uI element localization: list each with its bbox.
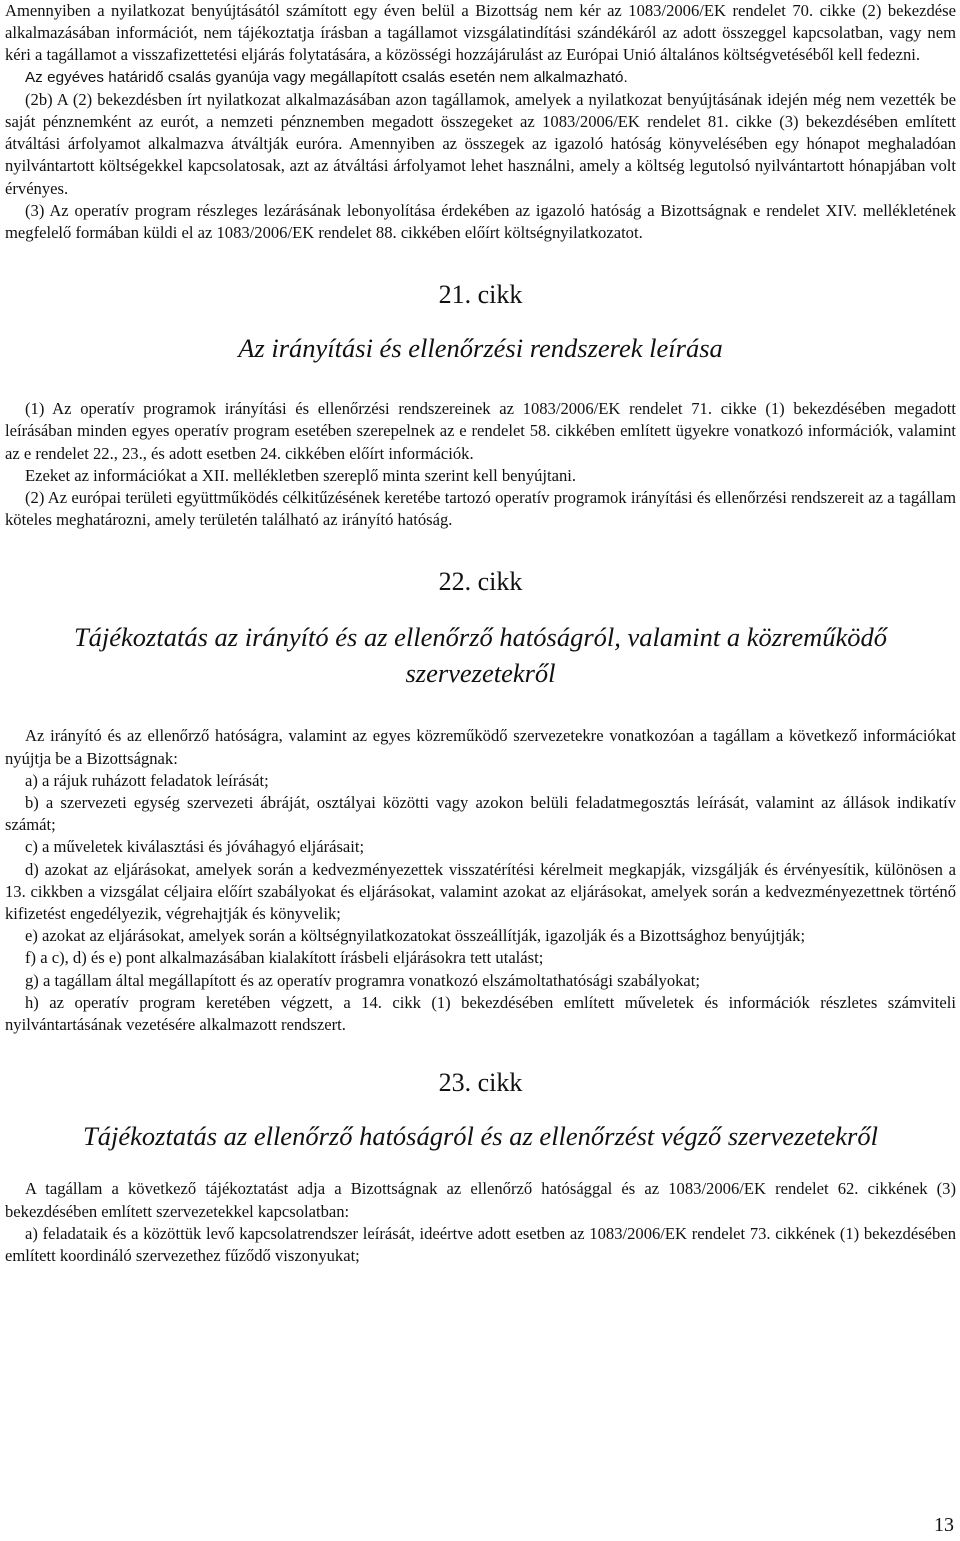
article-number: 22. cikk — [438, 567, 523, 597]
paragraph: (3) Az operatív program részleges lezárásának lebonyolítása érdekében az igazoló hatóság a Bizottságnak e rendelet XIV. mellékletének megfelelő formában küldi el az 1083/2006/EK rendelet 88. cikkében előírt költségnyilatkozatot. — [5, 200, 956, 243]
paragraph: A tagállam a következő tájékoztatást adja a Bizottságnak az ellenőrző hatósággal és az 1083/2006/EK rendelet 62. cikkének (3) bekezdésében említett szervezetekkel kapcsolatban: — [5, 1179, 956, 1221]
document-page — [5, 0, 956, 1267]
list-item: a) feladataik és a közöttük levő kapcsolatrendszer leírását, ideértve adott esetben az 1083/2006/EK rendelet 73. cikkének (1) bekezdésében említett koordináló szervezethez fűződő viszonyukat; — [5, 1223, 956, 1265]
article-title: Az irányítási és ellenőrzési rendszerek leírása — [238, 333, 723, 364]
list-item: g) a tagállam által megállapított és az operatív programra vonatkozó elszámoltathatósági szabályokat; — [25, 970, 701, 990]
list-item: b) a szervezeti egység szervezeti ábráját, osztályai közötti vagy azokon belüli feladatmegosztás leírását, valamint az állások indikatív számát; — [5, 793, 956, 835]
article-23 — [5, 1066, 956, 1267]
paragraph: (2) Az európai területi együttműködés célkitűzésének keretébe tartozó operatív programok irányítási és ellenőrzési rendszereit az a tagállam köteles meghatározni, amely területén található az irányító hatóság. — [5, 488, 956, 530]
paragraph: Az irányító és az ellenőrző hatóságra, valamint az egyes közreműködő szervezetekre vonatkozóan a tagállam a következő információkat nyújtja be a Bizottságnak: — [5, 726, 956, 768]
page-number: 13 — [934, 1514, 954, 1536]
list-item: e) azokat az eljárásokat, amelyek során a költségnyilatkozatokat összeállítják, igazolják és a Bizottsághoz benyújtják; — [25, 926, 806, 946]
list-item: h) az operatív program keretében végzett, a 14. cikk (1) bekezdésében említett műveletek és információk részletes számviteli nyilvántartásának vezetésére alkalmazott rendszert. — [5, 992, 956, 1035]
paragraph: (1) Az operatív programok irányítási és ellenőrzési rendszereinek az 1083/2006/EK rendelet 71. cikke (1) bekezdésében megadott leírásában minden egyes operatív program esetében szerepelnek az e rendelet 58. cikkében említett ügyekre vonatkozó információk, valamint az e rendelet 22., 23., és adott esetben 24. cikkében előírt információk. — [5, 399, 956, 463]
list-item: f) a c), d) és e) pont alkalmazásában kialakított írásbeli eljárásokra tett utalást; — [25, 948, 544, 968]
article-21 — [5, 278, 956, 531]
list-item: c) a műveletek kiválasztási és jóváhagyó eljárásait; — [25, 837, 365, 857]
article-title: Tájékoztatás az ellenőrző hatóságról és az ellenőrzést végző szervezetekről — [83, 1121, 878, 1152]
intro-section — [5, 0, 956, 244]
list-item: d) azokat az eljárásokat, amelyek során a kedvezményezettek visszatérítési kérelmeit megkapják, vizsgálják és érvényesítik, különösen a 13. cikkben a vizsgálat céljaira előírt szabályokat és eljárásokat, valamint azokat az eljárásokat, amelyek során a kedvezményezettnek történő kifizetést engedélyezik, végrehajtják és könyvelik; — [5, 859, 956, 924]
paragraph: Az egyéves határidő csalás gyanúja vagy megállapított csalás esetén nem alkalmazható. — [25, 68, 628, 86]
list-item: a) a rájuk ruházott feladatok leírását; — [25, 770, 269, 790]
article-22 — [5, 565, 956, 1036]
paragraph: Amennyiben a nyilatkozat benyújtásától számított egy éven belül a Bizottság nem kér az 1083/2006/EK rendelet 70. cikke (2) bekezdése alkalmazásában információt, nem tájékoztatja írásban a tagállamot vizsgálatindítási szándékáról az adott összeggel kapcsolatban, vagy nem kéri a tagállamot a visszafizettetési eljárás folytatására, a közösségi hozzájárulást az Európai Unió általános költségvetéséből kell fedezni. — [5, 1, 956, 65]
article-title: Tájékoztatás az irányító és az ellenőrző hatóságról, valamint a közreműködő szervezetekről — [73, 622, 888, 689]
paragraph: Ezeket az információkat a XII. mellékletben szereplő minta szerint kell benyújtani. — [25, 465, 577, 485]
paragraph: (2b) A (2) bekezdésben írt nyilatkozat alkalmazásában azon tagállamok, amelyek a nyilatkozat benyújtásának idején még nem vezették be saját pénznemként az eurót, a nemzeti pénznemben megadott összegeket az 1083/2006/EK rendelet 81. cikke (3) bekezdésében említett átváltási árfolyamot alkalmazva átváltják euróra. Amennyiben az összegek az igazoló hatóság könyvelésében egy hónapot meghaladóan nyilvántartott költségekkel kapcsolatosak, azt az átváltási árfolyamot lehet használni, amely a költség legutolsó nyilvántartott hónapjában volt érvényes. — [5, 89, 956, 198]
article-number: 21. cikk — [438, 280, 523, 310]
article-number: 23. cikk — [438, 1068, 523, 1098]
